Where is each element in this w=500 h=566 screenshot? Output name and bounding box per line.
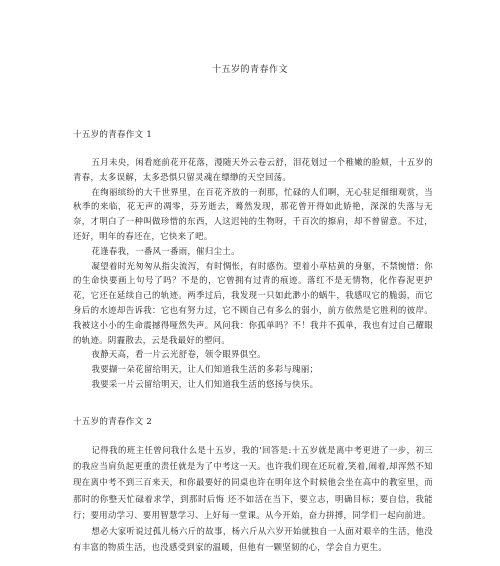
paragraph: 我要撷一朵花留给明天，让人们知道我生活的多彩与瑰丽； (91, 364, 319, 375)
paragraph: 夜静天高，看一片云光舒卷，领令眼界俱空。 (91, 349, 266, 360)
paragraph: 五月未央，闲看庭前花开花落，漫随天外云卷云舒，泪花划过一个稚嫩的脸颊，十五岁的青春，太多误解，太多恐惧只留灵魂在缥缈的天空回荡。 (73, 157, 433, 182)
section-heading: 十五岁的青春作文 1 (73, 130, 153, 140)
document-title: 十五岁的青春作文 (211, 65, 288, 75)
essay-section-2 (73, 416, 433, 555)
paragraph: 想必大家听说过孤儿杨六斤的故事，杨六斤从六岁开始就独自一人面对艰辛的生活，他没有丰富的物质生活，也没感受到家的温暖，但他有一颗坚韧的心，学会自力更生。 (73, 526, 433, 553)
paragraph: 记得我的班主任曾问我什么是十五岁，我的'回答是:十五岁就是离中考更进了一步，初三的我应当肩负起更重的责任就是为了中考这一天。也许我们现在还玩着,笑着,闹着,却浑然不知现在离中考不到三百来天，和你最要好的同桌也许在明年这个时候他会坐在高中的教室里，而那时的你整天忙碌着求学，到那时后悔 还不如活在当下，要立志，明确目标；要自信，我能行；要用动学习、要用智慧学习、上好每一堂课。从今开始，奋力拼搏，同学们一起向前进。 (73, 445, 433, 520)
paragraph: 花逢春我，一番风一番雨，催归尘土。 (91, 245, 240, 256)
paragraph: 凝望着时光匆匆从指尖流泻，有时惆怅，有时感伤。望着小草枯黄的身躯，不禁惋惜：你的生命快要画上句号了吗？不是的，它曾拥有过青的痕迹。落红不是无情物，化作春泥更护花，它还在延续自己的轨迹。两季过后，我发现一只如此渺小的蜗牛，我感叹它的脆弱，而它身后的水迹却告诉我：它也有努力过，它不顾自己有多么的弱小，前方依然是它胜利的彼岸。我被这小小的生命震撼得哑然失声。风问我：你孤单吗？不！我并不孤单，我也有过自己耀眼的轨迹。阴霾散去，云是我最好的塑问。 (73, 260, 433, 345)
paragraph: 我要采一片云留给明天，让人们知道我生活的悠扬与快乐。 (91, 378, 319, 389)
essay-section-1 (73, 129, 433, 392)
paragraph: 在绚丽缤纷的大千世界里，在百花齐放的一刹那，忙碌的人们啊，无心驻足细细观赏，当秋季的来临，花无声的凋零，芬芳逝去，蓦然发现，那花曾开得如此娇艳，深深的失落与无奈，才明白了一种叫做珍惜的东西，人这迟钝的生物呀，千百次的擦肩，却不曾留意。不过，还好，明年的春还在，它快来了吧。 (73, 186, 433, 241)
section-heading: 十五岁的青春作文 2 (73, 417, 153, 427)
